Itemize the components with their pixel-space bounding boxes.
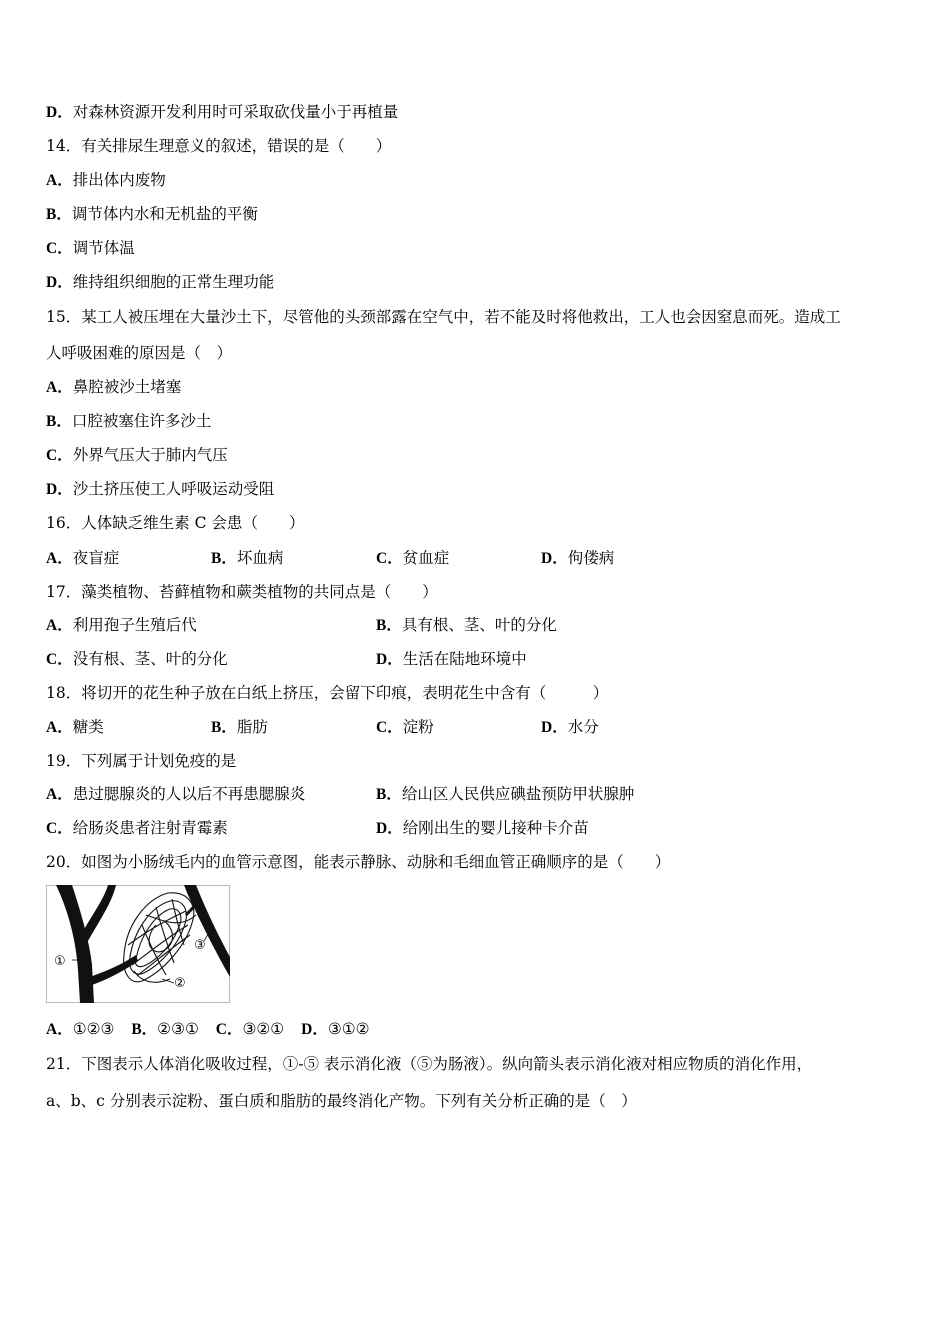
q17-option-a bbox=[46, 615, 197, 636]
q20-stem: 20．如图为小肠绒毛内的血管示意图，能表示静脉、动脉和毛细血管正确顺序的是（ ） bbox=[46, 853, 671, 871]
option-label: D． bbox=[46, 274, 73, 291]
q16-option-b bbox=[211, 548, 283, 569]
option-text: ③②① bbox=[242, 1020, 285, 1038]
option-text: 对森林资源开发利用时可采取砍伐量小于再植量 bbox=[72, 103, 399, 121]
option-text: 沙土挤压使工人呼吸运动受阻 bbox=[72, 480, 275, 498]
option-label: C． bbox=[46, 651, 73, 668]
option-text: 鼻腔被沙土堵塞 bbox=[72, 378, 182, 396]
q19-option-b bbox=[376, 784, 634, 805]
q19-stem: 19．下列属于计划免疫的是 bbox=[46, 752, 237, 770]
option-label: A． bbox=[46, 617, 73, 634]
option-label: C． bbox=[215, 1021, 243, 1038]
q14-stem: 14．有关排尿生理意义的叙述，错误的是（ ） bbox=[46, 137, 392, 155]
q15-option-c bbox=[46, 445, 228, 466]
option-label: C． bbox=[46, 240, 73, 257]
figure-label-3: ③ bbox=[194, 938, 206, 953]
q15-option-a bbox=[46, 377, 181, 398]
q17-option-d bbox=[376, 649, 527, 670]
q19-option-c bbox=[46, 818, 228, 839]
option-label: D． bbox=[376, 651, 403, 668]
option-label: A． bbox=[46, 379, 73, 396]
option-label: B． bbox=[211, 719, 237, 736]
option-text: 糖类 bbox=[72, 718, 104, 736]
option-text: 患过腮腺炎的人以后不再患腮腺炎 bbox=[72, 785, 306, 803]
q21-stem-line1: 21．下图表示人体消化吸收过程，①-⑤ 表示消化液（⑤为肠液）。纵向箭头表示消化液对相应物质的消化作用， bbox=[46, 1055, 813, 1073]
q18-option-d bbox=[541, 717, 599, 738]
q16-stem: 16．人体缺乏维生素 C 会患（ ） bbox=[46, 514, 305, 532]
option-text: 给刚出生的婴儿接种卡介苗 bbox=[402, 819, 589, 837]
q13-option-d bbox=[46, 102, 398, 123]
option-text: ③①② bbox=[327, 1020, 370, 1038]
option-text: 外界气压大于肺内气压 bbox=[72, 446, 228, 464]
option-label: C． bbox=[46, 820, 73, 837]
q14-option-d bbox=[46, 272, 274, 293]
option-label: B． bbox=[131, 1021, 158, 1038]
option-text: 没有根、茎、叶的分化 bbox=[72, 650, 228, 668]
option-label: B． bbox=[376, 786, 402, 803]
option-text: ①②③ bbox=[72, 1020, 115, 1038]
q18-option-a bbox=[46, 717, 104, 738]
q14-option-c bbox=[46, 238, 135, 259]
q18-stem: 18．将切开的花生种子放在白纸上挤压，会留下印痕，表明花生中含有（ ） bbox=[46, 684, 609, 702]
option-text: 淀粉 bbox=[402, 718, 434, 736]
option-text: 夜盲症 bbox=[72, 549, 120, 567]
option-label: A． bbox=[46, 719, 73, 736]
option-text: 生活在陆地环境中 bbox=[402, 650, 527, 668]
option-text: 脂肪 bbox=[236, 718, 268, 736]
option-label: B． bbox=[46, 413, 72, 430]
figure-label-1: ① bbox=[54, 954, 66, 969]
option-label: A． bbox=[46, 786, 73, 803]
option-label: D． bbox=[301, 1021, 328, 1038]
q16-option-c bbox=[376, 548, 449, 569]
option-text: 佝偻病 bbox=[567, 549, 615, 567]
option-text: 口腔被塞住许多沙土 bbox=[71, 412, 212, 430]
option-text: 给山区人民供应碘盐预防甲状腺肿 bbox=[401, 785, 635, 803]
option-label: A． bbox=[46, 550, 73, 567]
option-text: 调节体温 bbox=[72, 239, 135, 257]
option-label: D． bbox=[376, 820, 403, 837]
option-label: A． bbox=[46, 1021, 73, 1038]
q17-option-b bbox=[376, 615, 557, 636]
option-label: D． bbox=[541, 719, 568, 736]
q18-option-c bbox=[376, 717, 434, 738]
option-text: 利用孢子生殖后代 bbox=[72, 616, 197, 634]
option-text: 水分 bbox=[567, 718, 599, 736]
q15-option-b bbox=[46, 411, 211, 432]
q14-option-a bbox=[46, 170, 166, 191]
option-label: D． bbox=[46, 481, 73, 498]
q19-option-d bbox=[376, 818, 589, 839]
option-text: 排出体内废物 bbox=[72, 171, 166, 189]
q17-stem: 17．藻类植物、苔藓植物和蕨类植物的共同点是（ ） bbox=[46, 583, 438, 601]
option-text: 具有根、茎、叶的分化 bbox=[401, 616, 557, 634]
q18-option-b bbox=[211, 717, 268, 738]
option-label: C． bbox=[46, 447, 73, 464]
option-text: ②③① bbox=[157, 1020, 199, 1038]
villus-vessel-diagram bbox=[46, 885, 230, 1003]
option-label: C． bbox=[376, 719, 403, 736]
q16-option-a bbox=[46, 548, 119, 569]
option-text: 贫血症 bbox=[402, 549, 450, 567]
option-text: 坏血病 bbox=[236, 549, 284, 567]
q14-option-b bbox=[46, 204, 258, 225]
figure-label-2: ② bbox=[174, 976, 186, 991]
q19-option-a bbox=[46, 784, 305, 805]
option-label: B． bbox=[46, 206, 72, 223]
q15-stem-line2: 人呼吸困难的原因是（ ） bbox=[46, 344, 233, 362]
option-label: B． bbox=[211, 550, 237, 567]
option-label: D． bbox=[46, 104, 73, 121]
q15-stem-line1: 15．某工人被压埋在大量沙土下，尽管他的头颈部露在空气中，若不能及时将他救出，工人也会因窒息而死。造成工 bbox=[46, 308, 841, 326]
option-label: A． bbox=[46, 172, 73, 189]
q17-option-c bbox=[46, 649, 228, 670]
option-label: B． bbox=[376, 617, 402, 634]
q16-option-d bbox=[541, 548, 614, 569]
villus-blood-vessel-figure bbox=[46, 885, 230, 1003]
option-label: D． bbox=[541, 550, 568, 567]
option-text: 调节体内水和无机盐的平衡 bbox=[71, 205, 258, 223]
option-text: 维持组织细胞的正常生理功能 bbox=[72, 273, 275, 291]
q20-options-row bbox=[46, 1019, 370, 1040]
q21-stem-line2: a、b、c 分别表示淀粉、蛋白质和脂肪的最终消化产物。下列有关分析正确的是（ ） bbox=[46, 1092, 637, 1110]
q15-option-d bbox=[46, 479, 274, 500]
option-text: 给肠炎患者注射青霉素 bbox=[72, 819, 228, 837]
option-label: C． bbox=[376, 550, 403, 567]
